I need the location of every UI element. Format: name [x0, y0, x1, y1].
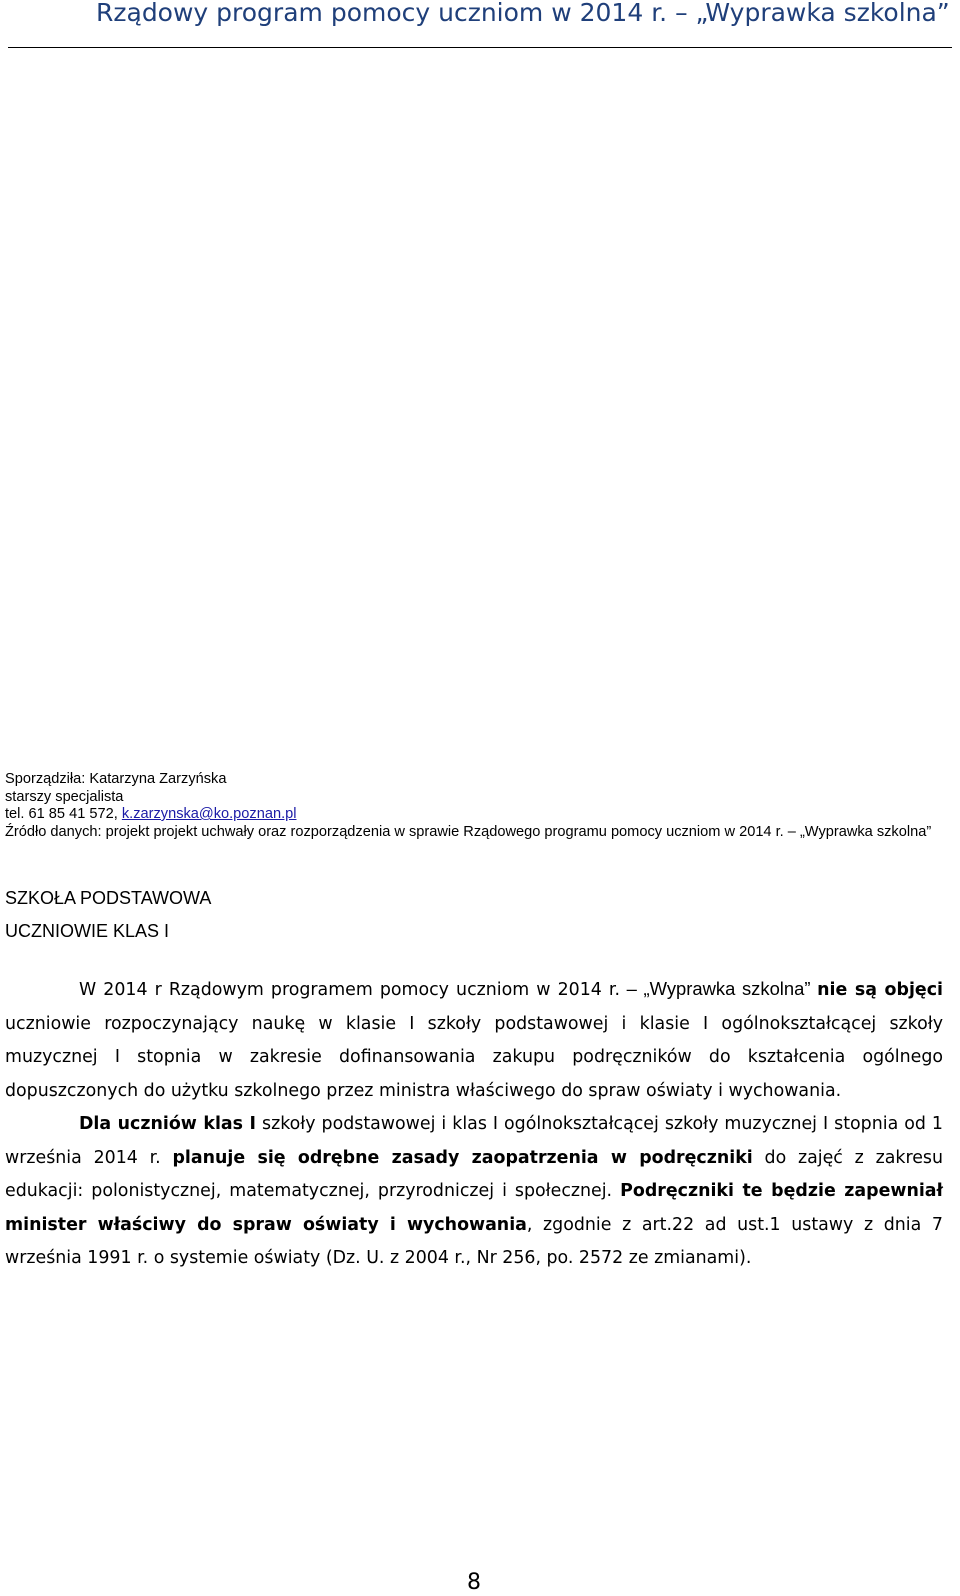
paragraph-2-bold-2: planuje się odrębne zasady zaopatrzenia w podręczniki: [172, 1147, 753, 1168]
paragraph-1-lead: W 2014 r Rządowym programem pomocy uczniom w 2014 r.: [79, 980, 620, 1000]
page-number: 8: [467, 1570, 481, 1595]
body-text: [5, 972, 943, 1276]
paragraph-1: [5, 972, 943, 1108]
paragraph-2-text-2: do zajęć z zakresu edukacji: polonistycznej, matematycznej, przyrodniczej i społecznej.: [5, 1147, 943, 1201]
paragraph-2-bold-1: Dla uczniów klas I: [79, 1114, 256, 1134]
email-link[interactable]: k.zarzynska@ko.poznan.pl: [121, 806, 297, 822]
paragraph-2-text-1: szkoły podstawowej i klas I ogólnokształcącej szkoły muzycznej I stopnia od 1 września 2014 r.: [5, 1114, 943, 1168]
author-line: Sporządziła: Katarzyna Zarzyńska: [5, 771, 227, 787]
contact-line: [5, 806, 940, 824]
section-school-heading: SZKOŁA PODSTAWOWA: [5, 888, 212, 908]
paragraph-2-text-3: , zgodnie z art.22 ad ust.1 ustawy z dnia 7 września 1991 r. o systemie oświaty (Dz. U. z 2004 r., Nr 256, po. 2572 ze zmianami).: [5, 1214, 943, 1268]
document-metadata: [5, 771, 940, 841]
paragraph-1-bold: nie są objęci: [817, 980, 943, 1000]
paragraph-2-bold-3: Podręczniki te będzie zapewniał minister właściwy do spraw oświaty i wychowania: [5, 1181, 943, 1235]
paragraph-1-rest: uczniowie rozpoczynający naukę w klasie I szkoły podstawowej i klasie I ogólnokształcącej szkoły muzycznej I stopnia w zakresie dofinansowania zakupu podręczników do kształcenia ogólnego dopuszczonych do użytku szkolnego przez ministra właściwego do spraw oświaty i wychowania.: [5, 1013, 943, 1101]
page-header-title: Rządowy program pomocy uczniom w 2014 r. – „Wyprawka szkolna”: [96, 0, 950, 27]
paragraph-2: [5, 1108, 943, 1276]
position-line: starszy specjalista: [5, 788, 124, 805]
section-classes-heading: UCZNIOWIE KLAS I: [5, 921, 170, 941]
source-line: Źródło danych: projekt projekt uchwały oraz rozporządzenia w sprawie Rządowego programu pomocy uczniom w 2014 r. – „Wyprawka szkolna”: [5, 823, 932, 840]
phone-text: tel. 61 85 41 572,: [5, 806, 118, 822]
paragraph-1-quote: – „Wyprawka szkolna”: [619, 978, 818, 999]
header-divider: [8, 47, 952, 48]
